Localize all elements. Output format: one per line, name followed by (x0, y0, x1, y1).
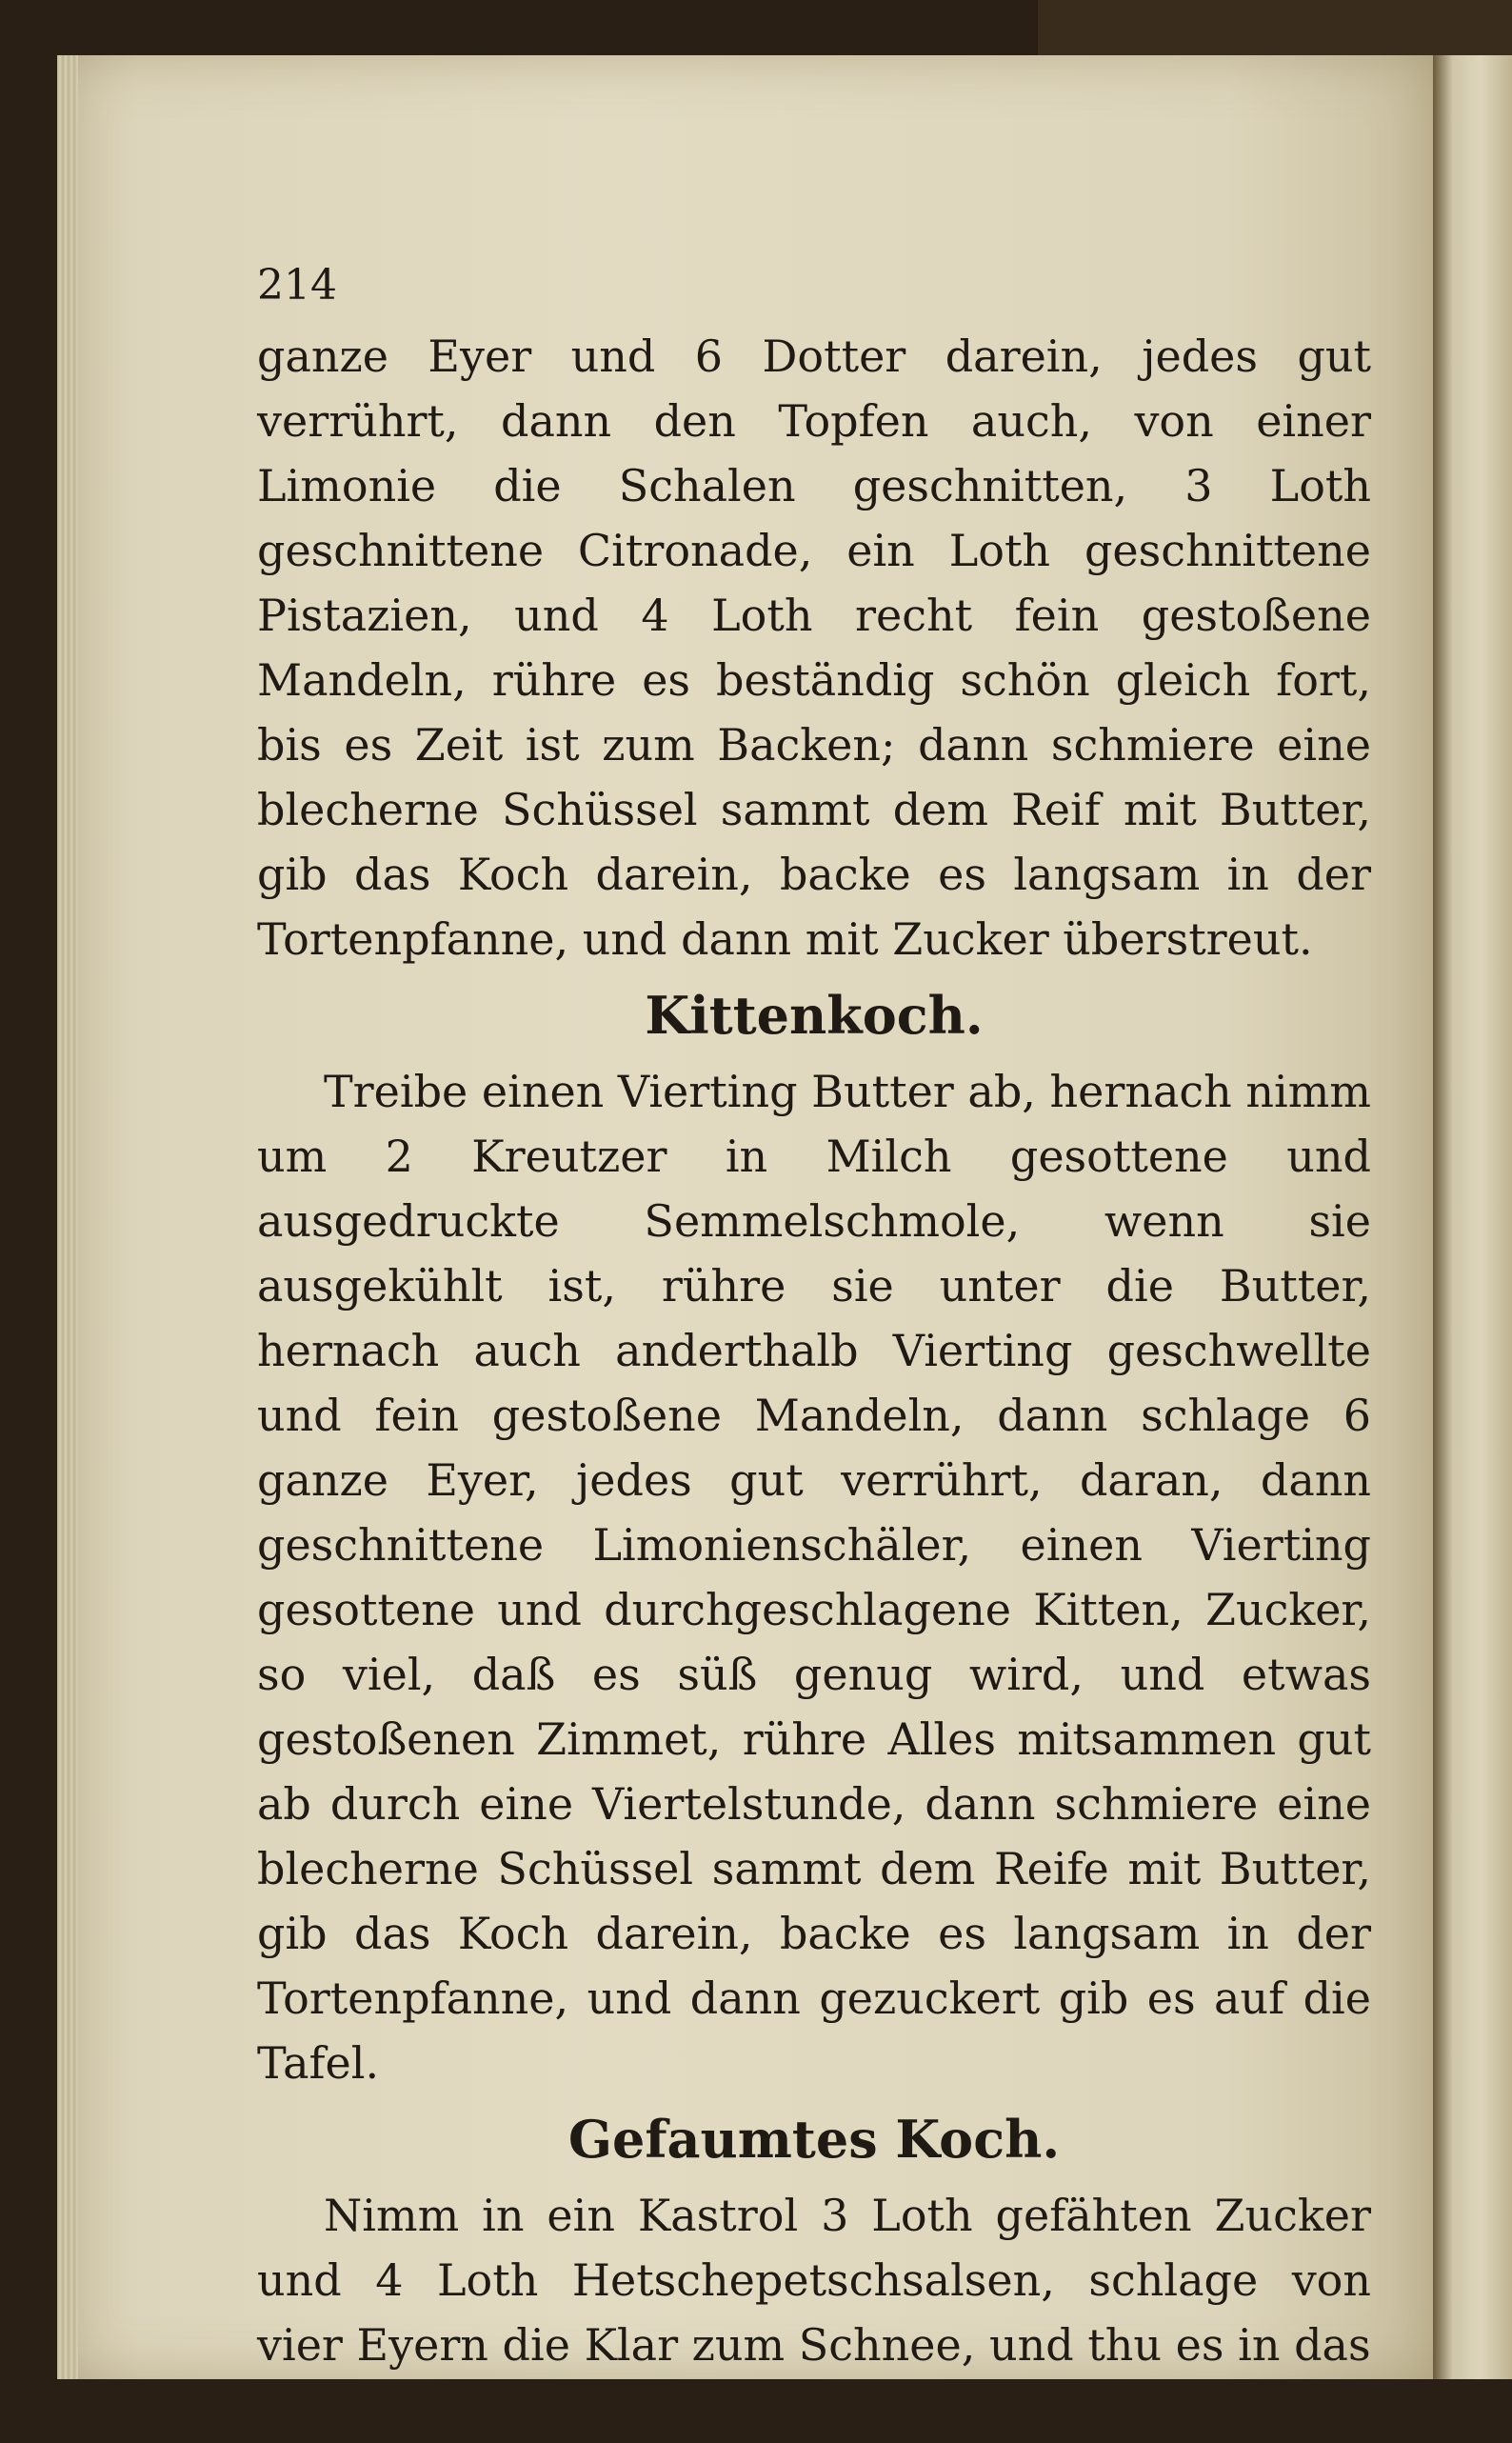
page-gutter (1433, 55, 1512, 2379)
paragraph-kittenkoch: Treibe einen Vierting Butter ab, hernach nimm um 2 Kreutzer in Milch gesottene und ausgedruckte Semmelschmole, wenn sie ausgekühlt ist, rühre sie unter die Butter, hernach auch anderthalb Vierting geschwellte und fein gestoßene Mandeln, dann schlage 6 ganze Eyer, jedes gut verrührt, daran, dann geschnittene Limonienschäler, einen Vierting gesottene und durchgeschlagene Kitten, Zucker, so viel, daß es süß genug wird, und etwas gestoßenen Zimmet, rühre Alles mitsammen gut ab durch eine Viertelstunde, dann schmiere eine blecherne Schüssel sammt dem Reife mit Butter, gib das Koch darein, backe es langsam in der Tortenpfanne, und dann gezuckert gib es auf die Tafel. (257, 1066, 1371, 2089)
page-number: 214 (257, 261, 337, 310)
book-cover-edge (1038, 0, 1512, 55)
recipe-heading-gefaumtes-koch: Gefaumtes Koch. (567, 2109, 1061, 2170)
page-text (257, 257, 1371, 2377)
recipe-heading-kittenkoch: Kittenkoch. (645, 985, 984, 1046)
paragraph-continuation: ganze Eyer und 6 Dotter darein, jedes gut verrührt, dann den Topfen auch, von einer Limonie die Schalen geschnitten, 3 Loth geschnittene Citronade, ein Loth geschnittene Pistazien, und 4 Loth recht fein gestoßene Mandeln, rühre es beständig schön gleich fort, bis es Zeit ist zum Backen; dann schmiere eine blecherne Schüssel sammt dem Reif mit Butter, gib das Koch darein, backe es langsam in der Tortenpfanne, und dann mit Zucker überstreut. (257, 330, 1371, 965)
page-edges (57, 55, 78, 2379)
paragraph-gefaumtes-koch: Nimm in ein Kastrol 3 Loth gefähten Zucker und 4 Loth Hetschepetschsalsen, schlage von vier Eyern die Klar zum Schnee, und thu es in das (257, 2190, 1371, 2371)
